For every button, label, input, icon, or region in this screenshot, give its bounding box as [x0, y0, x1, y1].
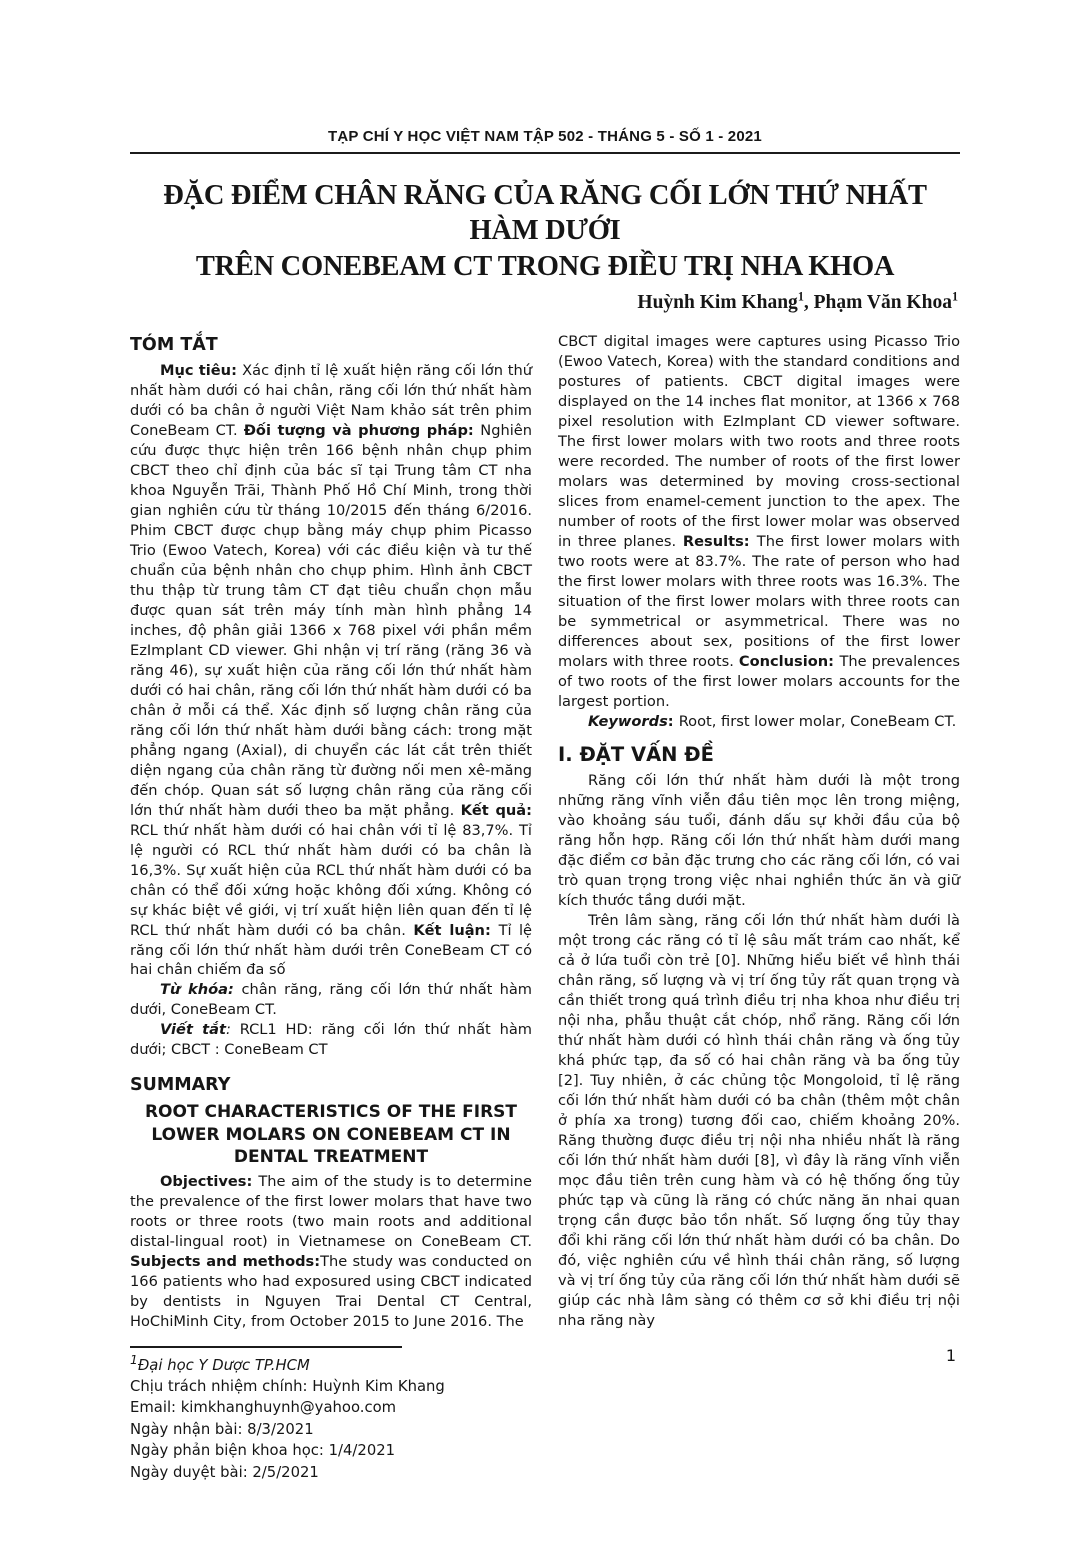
- footnote-corresponding-author: Chịu trách nhiệm chính: Huỳnh Kim Khang: [130, 1378, 445, 1396]
- journal-header: TẠP CHÍ Y HỌC VIỆT NAM TẬP 502 - THÁNG 5 - SỐ 1 - 2021: [130, 128, 960, 154]
- article-title-line-1: ĐẶC ĐIỂM CHÂN RĂNG CỦA RĂNG CỐI LỚN THỨ NHẤT HÀM DƯỚI: [163, 180, 927, 247]
- footnote-date-reviewed: Ngày phản biện khoa học: 1/4/2021: [130, 1442, 396, 1460]
- left-column: [130, 332, 532, 1483]
- abstract-body-vi: Mục tiêu: Xác định tỉ lệ xuất hiện răng cối lớn thứ nhất hàm dưới có hai chân, răng cối lớn thứ nhất hàm dưới có ba chân ở người Việt Nam khảo sát trên phim ConeBeam CT. Đối tượng và phương pháp: Nghiên cứu được thực hiện trên 166 bệnh nhân chụp phim CBCT theo chỉ định của bác sĩ tại Trung tâm CT nha khoa Nguyễn Trãi, Thành Phố Hồ Chí Minh, trong thời gian nghiên cứu từ tháng 10/2015 đến tháng 6/2016. Phim CBCT được chụp bằng máy chụp phim Picasso Trio (Ewoo Vatech, Korea) với các điều kiện và tư thế chuẩn của bệnh nhân cho chụp phim. Hình ảnh CBCT thu thập từ trung tâm CT đạt tiêu chuẩn chọn mẫu được quan sát trên máy tính màn hình phẳng 14 inches, độ phân giải 1366 x 768 pixel với phần mềm EzImplant CD viewer. Ghi nhận vị trí răng (răng 36 và răng 46), sự xuất hiện của răng cối lớn thứ nhất hàm dưới có hai chân, răng cối lớn thứ nhất hàm dưới có ba chân ở mỗi cá thể. Xác định số lượng chân răng của răng cối lớn thứ nhất hàm dưới bằng cách: trong mặt phẳng ngang (Axial), di chuyển các lát cắt trên thiết diện ngang của chân răng từ đường nối men xê-măng đến chóp. Quan sát số lượng chân răng của răng cối lớn thứ nhất hàm dưới theo ba mặt phẳng. Kết quả: RCL thứ nhất hàm dưới có hai chân với tỉ lệ 83,7%. Tỉ lệ người có RCL thứ nhất hàm dưới có ba chân là 16,3%. Sự xuất hiện của RCL thứ nhất hàm dưới có ba chân có thể đối xứng hoặc không đối xứng. Không có sự khác biệt về giới, vị trí xuất hiện liên quan đến tỉ lệ RCL thứ nhất hàm dưới có ba chân. Kết luận: Tỉ lệ răng cối lớn thứ nhất hàm dưới trên ConeBeam CT có hai chân chiếm đa số: [130, 361, 533, 979]
- footnote-date-received: Ngày nhận bài: 8/3/2021: [130, 1420, 314, 1438]
- section-1-paragraph-2: Trên lâm sàng, răng cối lớn thứ nhất hàm dưới là một trong các răng có tỉ lệ sâu mất trám cao nhất, kể cả ở lứa tuổi còn trẻ [0]. Những hiểu biết về hình thái chân răng, số lượng và vị trí ống tủy rất quan trọng và cần thiết trong quá trình điều trị nha khoa như điều trị nội nha, phẫu thuật cắt chóp, nhổ răng. Răng cối lớn thứ nhất hàm dưới có hình thái chân răng và ống tủy khá phức tạp, đa số có hai chân răng và ba ống tủy [2]. Tuy nhiên, ở các chủng tộc Mongoloid, tỉ lệ răng cối lớn thứ nhất hàm dưới có ba chân (thêm một chân ở phía xa trong) tương đối cao, chiếm khoảng 20%. Răng thường được điều trị nội nha nhiều nhất là răng cối lớn thứ nhất hàm dưới [8], vì đây là răng vĩnh viễn mọc đầu tiên trên cung hàm và có hệ thống ống tủy phức tạp và cũng là răng có chức năng ăn nhai quan trọng cần được bảo tồn nhất. Số lượng ống tủy thay đổi khi răng cối lớn thứ nhất hàm dưới có ba chân. Do đó, việc nghiên cứu về hình thái chân răng, số lượng và vị trí ống tủy của răng cối lớn thứ nhất hàm dưới sẽ giúp các nhà lâm sàng có thêm cơ sở khi điều trị nội nha răng này: [558, 912, 960, 1329]
- right-column: [558, 332, 960, 1483]
- footnote-email: Email: kimkhanghuynh@yahoo.com: [130, 1399, 397, 1417]
- article-title: [130, 178, 960, 284]
- summary-title-en: ROOT CHARACTERISTICS OF THE FIRST LOWER MOLARS ON CONEBEAM CT IN DENTAL TREATMENT: [144, 1102, 518, 1168]
- section-1-heading: I. ĐẶT VẤN ĐỀ: [558, 742, 714, 766]
- page-number: 1: [945, 1346, 956, 1365]
- section-1-paragraph-1: Răng cối lớn thứ nhất hàm dưới là một trong những răng vĩnh viễn đầu tiên mọc lên trong miệng, vào khoảng sáu tuổi, đánh dấu sự khởi đầu của bộ răng hỗn hợp. Răng cối lớn thứ nhất hàm dưới mang đặc điểm cơ bản đặc trưng cho các răng cối lớn, có vai trò quan trọng trong việc nhai nghiền thức ăn và giữ kích thước tầng dưới mặt.: [558, 772, 960, 910]
- abstract-body-en-part2: CBCT digital images were captures using Picasso Trio (Ewoo Vatech, Korea) with the standard conditions and postures of patients. CBCT digital images were displayed on the 14 inches flat monitor, at 1366 x 768 pixel resolution with EzImplant CD viewer software. The first lower molars with two roots and three roots were recorded. The number of roots of the first lower molars was determined by moving cross-sectional slices from enamel-cement junction to the apex. The number of roots of the first lower molar was observed in three planes. Results: The first lower molars with two roots were at 83.7%. The rate of person who had the first lower molars with three roots was 16.3%. The situation of the first lower molars with three roots can be symmetrical or asymmetrical. There was no differences about sex, positions of the first lower molars with three roots. Conclusion: The prevalences of two roots of the first lower molars accounts for the largest portion.: [558, 332, 961, 710]
- keywords-vi: Từ khóa: chân răng, răng cối lớn thứ nhất hàm dưới, ConeBeam CT.: [130, 981, 533, 1019]
- authors-line: Huỳnh Kim Khang$^1$, Phạm Văn Khoa$^1$: [637, 289, 958, 313]
- footnote-divider: [130, 1346, 402, 1348]
- two-column-body: [130, 332, 960, 1483]
- footnote-block: [130, 1332, 532, 1484]
- abstract-heading-vi: TÓM TẮT: [130, 334, 218, 355]
- keywords-en: Keywords: Root, first lower molar, ConeBeam CT.: [588, 712, 957, 730]
- abbreviations-vi: Viết tắt: RCL1 HD: răng cối lớn thứ nhất hàm dưới; CBCT : ConeBeam CT: [130, 1021, 533, 1059]
- footnote-affiliation: $^1$Đại học Y Dược TP.HCM: [130, 1352, 310, 1374]
- summary-heading: SUMMARY: [130, 1075, 231, 1096]
- footnote-date-accepted: Ngày duyệt bài: 2/5/2021: [130, 1463, 319, 1481]
- article-title-line-2: TRÊN CONEBEAM CT TRONG ĐIỀU TRỊ NHA KHOA: [195, 250, 895, 282]
- abstract-body-en-part1: Objectives: The aim of the study is to determine the prevalence of the first lower molars that have two roots or three roots (two main roots and additional distal-lingual root) in Vietnamese on ConeBeam CT. Subjects and methods:The study was conducted on 166 patients who had exposured using CBCT indicated by dentists in Nguyen Trai Dental CT Central, HoChiMinh City, from October 2015 to June 2016. The: [130, 1172, 532, 1330]
